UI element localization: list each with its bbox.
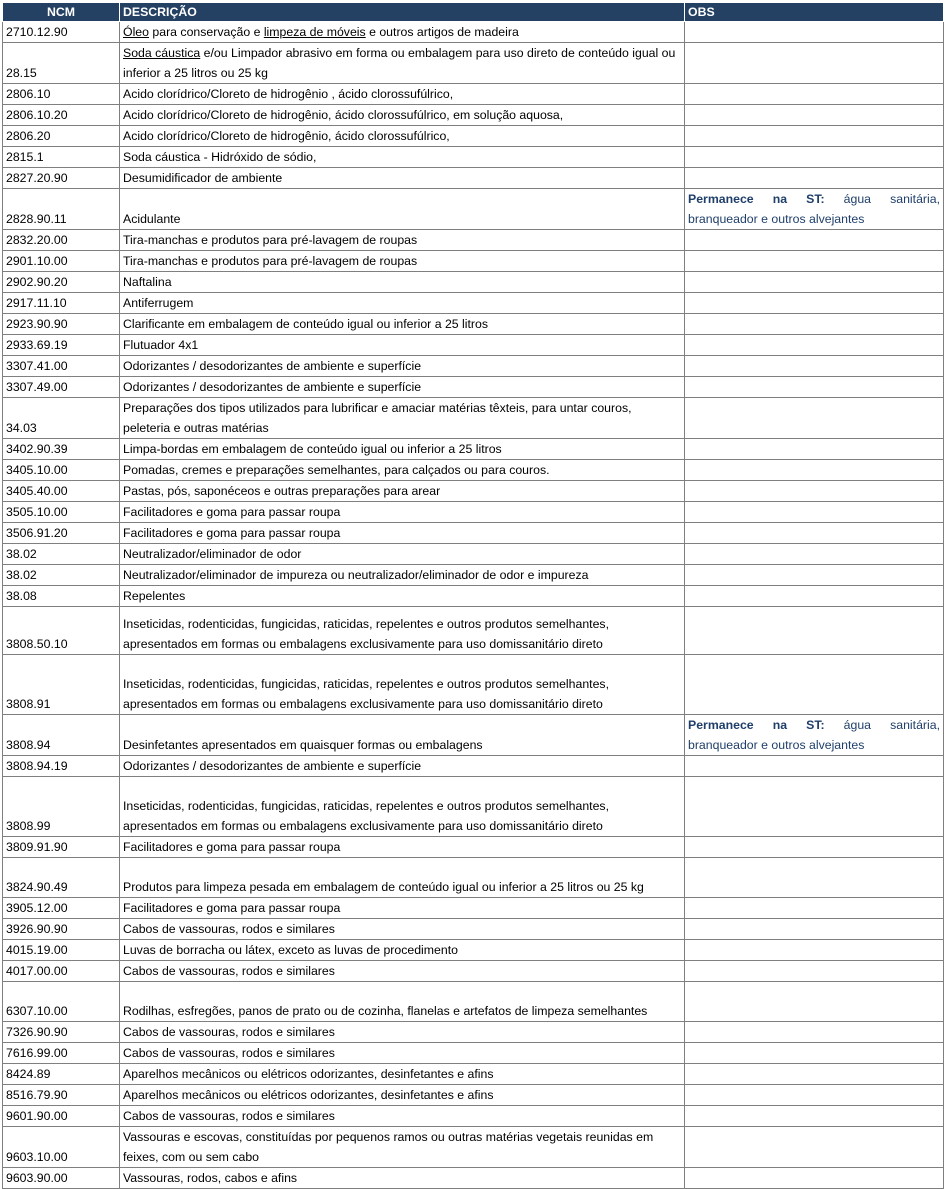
obs-cell bbox=[685, 777, 944, 837]
table-header-row bbox=[3, 3, 944, 22]
table-row bbox=[3, 377, 944, 398]
descricao-cell: Tira-manchas e produtos para pré-lavagem de roupas bbox=[120, 251, 685, 272]
table-row bbox=[3, 293, 944, 314]
ncm-cell: 38.02 bbox=[3, 544, 120, 565]
descricao-cell: Facilitadores e goma para passar roupa bbox=[120, 898, 685, 919]
ncm-cell: 3808.99 bbox=[3, 777, 120, 837]
obs-cell bbox=[685, 481, 944, 502]
descricao-cell: Inseticidas, rodenticidas, fungicidas, raticidas, repelentes e outros produtos semelhantes, apresentados em formas ou embalagens exclusivamente para uso domissanitário direto bbox=[120, 607, 685, 655]
obs-cell bbox=[685, 43, 944, 84]
descricao-cell: Cabos de vassouras, rodos e similares bbox=[120, 1043, 685, 1064]
obs-cell bbox=[685, 1106, 944, 1127]
table-row bbox=[3, 898, 944, 919]
descricao-cell: Soda cáustica e/ou Limpador abrasivo em forma ou embalagem para uso direto de conteúdo igual ou inferior a 25 litros ou 25 kg bbox=[120, 43, 685, 84]
obs-cell bbox=[685, 251, 944, 272]
obs-cell bbox=[685, 1127, 944, 1168]
obs-cell bbox=[685, 22, 944, 43]
descricao-cell: Rodilhas, esfregões, panos de prato ou de cozinha, flanelas e artefatos de limpeza semelhantes bbox=[120, 982, 685, 1022]
descricao-cell: Odorizantes / desodorizantes de ambiente e superfície bbox=[120, 356, 685, 377]
table-row bbox=[3, 356, 944, 377]
obs-note-label: Permanece na ST: bbox=[688, 192, 825, 206]
descricao-cell: Flutuador 4x1 bbox=[120, 335, 685, 356]
table-row bbox=[3, 314, 944, 335]
obs-cell bbox=[685, 1064, 944, 1085]
table-row bbox=[3, 251, 944, 272]
obs-cell bbox=[685, 919, 944, 940]
ncm-cell: 2806.10.20 bbox=[3, 105, 120, 126]
descricao-cell: Repelentes bbox=[120, 586, 685, 607]
ncm-cell: 2923.90.90 bbox=[3, 314, 120, 335]
descricao-cell: Desumidificador de ambiente bbox=[120, 168, 685, 189]
descricao-cell: Acido clorídrico/Cloreto de hidrogênio , ácido clorossufúlrico, bbox=[120, 84, 685, 105]
ncm-cell: 38.08 bbox=[3, 586, 120, 607]
table-row bbox=[3, 715, 944, 756]
ncm-cell: 3402.90.39 bbox=[3, 439, 120, 460]
descricao-cell: Aparelhos mecânicos ou elétricos odorizantes, desinfetantes e afins bbox=[120, 1085, 685, 1106]
table-row bbox=[3, 230, 944, 251]
ncm-cell: 2827.20.90 bbox=[3, 168, 120, 189]
ncm-cell: 2806.20 bbox=[3, 126, 120, 147]
obs-cell bbox=[685, 230, 944, 251]
table-row bbox=[3, 43, 944, 84]
obs-cell bbox=[685, 982, 944, 1022]
table-row bbox=[3, 858, 944, 898]
table-row bbox=[3, 1106, 944, 1127]
descricao-cell: Soda cáustica - Hidróxido de sódio, bbox=[120, 147, 685, 168]
table-row bbox=[3, 607, 944, 655]
table-row bbox=[3, 189, 944, 230]
table-row bbox=[3, 655, 944, 715]
descricao-cell: Vassouras, rodos, cabos e afins bbox=[120, 1168, 685, 1189]
header-descricao: DESCRIÇÃO bbox=[120, 3, 685, 22]
ncm-cell: 3809.91.90 bbox=[3, 837, 120, 858]
ncm-cell: 2815.1 bbox=[3, 147, 120, 168]
table-row bbox=[3, 586, 944, 607]
ncm-cell: 34.03 bbox=[3, 398, 120, 439]
descricao-cell: Odorizantes / desodorizantes de ambiente e superfície bbox=[120, 756, 685, 777]
obs-cell bbox=[685, 377, 944, 398]
table-row bbox=[3, 22, 944, 43]
descricao-cell: Limpa-bordas em embalagem de conteúdo igual ou inferior a 25 litros bbox=[120, 439, 685, 460]
obs-cell bbox=[685, 607, 944, 655]
obs-cell bbox=[685, 837, 944, 858]
obs-cell bbox=[685, 147, 944, 168]
ncm-cell: 6307.10.00 bbox=[3, 982, 120, 1022]
descricao-cell: Antiferrugem bbox=[120, 293, 685, 314]
table-row bbox=[3, 1064, 944, 1085]
obs-note-text: água sanitária, branqueador e outros alvejantes bbox=[688, 192, 940, 226]
ncm-cell: 2917.11.10 bbox=[3, 293, 120, 314]
descricao-cell: Vassouras e escovas, constituídas por pequenos ramos ou outras matérias vegetais reunidas em feixes, com ou sem cabo bbox=[120, 1127, 685, 1168]
descricao-cell: Naftalina bbox=[120, 272, 685, 293]
ncm-cell: 8516.79.90 bbox=[3, 1085, 120, 1106]
table-row bbox=[3, 481, 944, 502]
table-row bbox=[3, 523, 944, 544]
descricao-cell: Cabos de vassouras, rodos e similares bbox=[120, 1106, 685, 1127]
ncm-cell: 4015.19.00 bbox=[3, 940, 120, 961]
obs-cell bbox=[685, 565, 944, 586]
ncm-cell: 3405.10.00 bbox=[3, 460, 120, 481]
table-body bbox=[3, 22, 944, 1189]
ncm-cell: 2933.69.19 bbox=[3, 335, 120, 356]
table-row bbox=[3, 982, 944, 1022]
ncm-cell: 3905.12.00 bbox=[3, 898, 120, 919]
obs-cell bbox=[685, 189, 944, 230]
descricao-cell: Pastas, pós, saponéceos e outras preparações para arear bbox=[120, 481, 685, 502]
descricao-cell: Neutralizador/eliminador de impureza ou neutralizador/eliminador de odor e impureza bbox=[120, 565, 685, 586]
obs-cell bbox=[685, 126, 944, 147]
ncm-cell: 7616.99.00 bbox=[3, 1043, 120, 1064]
obs-cell bbox=[685, 439, 944, 460]
ncm-cell: 3824.90.49 bbox=[3, 858, 120, 898]
ncm-cell: 9603.10.00 bbox=[3, 1127, 120, 1168]
descricao-cell: Desinfetantes apresentados em quaisquer formas ou embalagens bbox=[120, 715, 685, 756]
table-row bbox=[3, 756, 944, 777]
ncm-cell: 8424.89 bbox=[3, 1064, 120, 1085]
obs-cell bbox=[685, 715, 944, 756]
table-row bbox=[3, 398, 944, 439]
ncm-cell: 2832.20.00 bbox=[3, 230, 120, 251]
ncm-cell: 2828.90.11 bbox=[3, 189, 120, 230]
obs-cell bbox=[685, 168, 944, 189]
obs-cell bbox=[685, 586, 944, 607]
descricao-cell: Inseticidas, rodenticidas, fungicidas, raticidas, repelentes e outros produtos semelhantes, apresentados em formas ou embalagens exclusivamente para uso domissanitário direto bbox=[120, 655, 685, 715]
descricao-cell: Acidulante bbox=[120, 189, 685, 230]
descricao-cell: Facilitadores e goma para passar roupa bbox=[120, 523, 685, 544]
descricao-cell: Óleo para conservação e limpeza de móveis e outros artigos de madeira bbox=[120, 22, 685, 43]
obs-cell bbox=[685, 1022, 944, 1043]
header-ncm: NCM bbox=[3, 3, 120, 22]
table-row bbox=[3, 1127, 944, 1168]
obs-cell bbox=[685, 314, 944, 335]
ncm-table bbox=[2, 2, 944, 1189]
obs-cell bbox=[685, 105, 944, 126]
obs-cell bbox=[685, 756, 944, 777]
ncm-cell: 2806.10 bbox=[3, 84, 120, 105]
descricao-cell: Facilitadores e goma para passar roupa bbox=[120, 837, 685, 858]
ncm-cell: 3307.49.00 bbox=[3, 377, 120, 398]
descricao-cell: Acido clorídrico/Cloreto de hidrogênio, ácido clorossufúlrico, bbox=[120, 126, 685, 147]
obs-cell bbox=[685, 898, 944, 919]
table-row bbox=[3, 168, 944, 189]
descricao-cell: Tira-manchas e produtos para pré-lavagem de roupas bbox=[120, 230, 685, 251]
table-row bbox=[3, 335, 944, 356]
table-row bbox=[3, 565, 944, 586]
table-row bbox=[3, 147, 944, 168]
ncm-cell: 4017.00.00 bbox=[3, 961, 120, 982]
obs-cell bbox=[685, 940, 944, 961]
obs-cell bbox=[685, 293, 944, 314]
ncm-cell: 9601.90.00 bbox=[3, 1106, 120, 1127]
descricao-cell: Clarificante em embalagem de conteúdo igual ou inferior a 25 litros bbox=[120, 314, 685, 335]
obs-cell bbox=[685, 335, 944, 356]
table-row bbox=[3, 777, 944, 837]
descricao-cell: Pomadas, cremes e preparações semelhantes, para calçados ou para couros. bbox=[120, 460, 685, 481]
ncm-cell: 3808.91 bbox=[3, 655, 120, 715]
table-row bbox=[3, 1022, 944, 1043]
table-row bbox=[3, 837, 944, 858]
header-obs: OBS bbox=[685, 3, 944, 22]
table-row bbox=[3, 961, 944, 982]
ncm-cell: 2902.90.20 bbox=[3, 272, 120, 293]
ncm-cell: 2901.10.00 bbox=[3, 251, 120, 272]
table-row bbox=[3, 1168, 944, 1189]
obs-note-label: Permanece na ST: bbox=[688, 718, 825, 732]
table-row bbox=[3, 84, 944, 105]
ncm-cell: 3808.94.19 bbox=[3, 756, 120, 777]
table-row bbox=[3, 439, 944, 460]
table-row bbox=[3, 544, 944, 565]
obs-cell bbox=[685, 544, 944, 565]
ncm-cell: 28.15 bbox=[3, 43, 120, 84]
obs-cell bbox=[685, 272, 944, 293]
ncm-cell: 3505.10.00 bbox=[3, 502, 120, 523]
ncm-cell: 3506.91.20 bbox=[3, 523, 120, 544]
obs-cell bbox=[685, 84, 944, 105]
ncm-cell: 3405.40.00 bbox=[3, 481, 120, 502]
obs-cell bbox=[685, 398, 944, 439]
descricao-cell: Facilitadores e goma para passar roupa bbox=[120, 502, 685, 523]
descricao-cell: Cabos de vassouras, rodos e similares bbox=[120, 961, 685, 982]
obs-cell bbox=[685, 1043, 944, 1064]
obs-cell bbox=[685, 1168, 944, 1189]
ncm-cell: 2710.12.90 bbox=[3, 22, 120, 43]
ncm-cell: 9603.90.00 bbox=[3, 1168, 120, 1189]
table-row bbox=[3, 1043, 944, 1064]
table-row bbox=[3, 502, 944, 523]
descricao-cell: Aparelhos mecânicos ou elétricos odorizantes, desinfetantes e afins bbox=[120, 1064, 685, 1085]
obs-cell bbox=[685, 1085, 944, 1106]
table-row bbox=[3, 919, 944, 940]
descricao-cell: Cabos de vassouras, rodos e similares bbox=[120, 919, 685, 940]
obs-cell bbox=[685, 961, 944, 982]
table-row bbox=[3, 126, 944, 147]
table-row bbox=[3, 940, 944, 961]
obs-cell bbox=[685, 460, 944, 481]
obs-cell bbox=[685, 858, 944, 898]
obs-cell bbox=[685, 655, 944, 715]
obs-note-text: água sanitária, branqueador e outros alvejantes bbox=[688, 718, 940, 752]
table-row bbox=[3, 105, 944, 126]
descricao-cell: Preparações dos tipos utilizados para lubrificar e amaciar matérias têxteis, para untar couros, peleteria e outras matérias bbox=[120, 398, 685, 439]
descricao-cell: Luvas de borracha ou látex, exceto as luvas de procedimento bbox=[120, 940, 685, 961]
obs-cell bbox=[685, 356, 944, 377]
descricao-cell: Produtos para limpeza pesada em embalagem de conteúdo igual ou inferior a 25 litros ou 25 kg bbox=[120, 858, 685, 898]
ncm-cell: 3808.94 bbox=[3, 715, 120, 756]
descricao-cell: Acido clorídrico/Cloreto de hidrogênio, ácido clorossufúlrico, em solução aquosa, bbox=[120, 105, 685, 126]
descricao-cell: Cabos de vassouras, rodos e similares bbox=[120, 1022, 685, 1043]
table-row bbox=[3, 1085, 944, 1106]
obs-cell bbox=[685, 523, 944, 544]
ncm-cell: 7326.90.90 bbox=[3, 1022, 120, 1043]
descricao-cell: Odorizantes / desodorizantes de ambiente e superfície bbox=[120, 377, 685, 398]
ncm-cell: 3307.41.00 bbox=[3, 356, 120, 377]
ncm-cell: 3926.90.90 bbox=[3, 919, 120, 940]
table-row bbox=[3, 460, 944, 481]
descricao-cell: Neutralizador/eliminador de odor bbox=[120, 544, 685, 565]
descricao-cell: Inseticidas, rodenticidas, fungicidas, raticidas, repelentes e outros produtos semelhantes, apresentados em formas ou embalagens exclusivamente para uso domissanitário direto bbox=[120, 777, 685, 837]
ncm-cell: 3808.50.10 bbox=[3, 607, 120, 655]
obs-cell bbox=[685, 502, 944, 523]
ncm-cell: 38.02 bbox=[3, 565, 120, 586]
table-row bbox=[3, 272, 944, 293]
